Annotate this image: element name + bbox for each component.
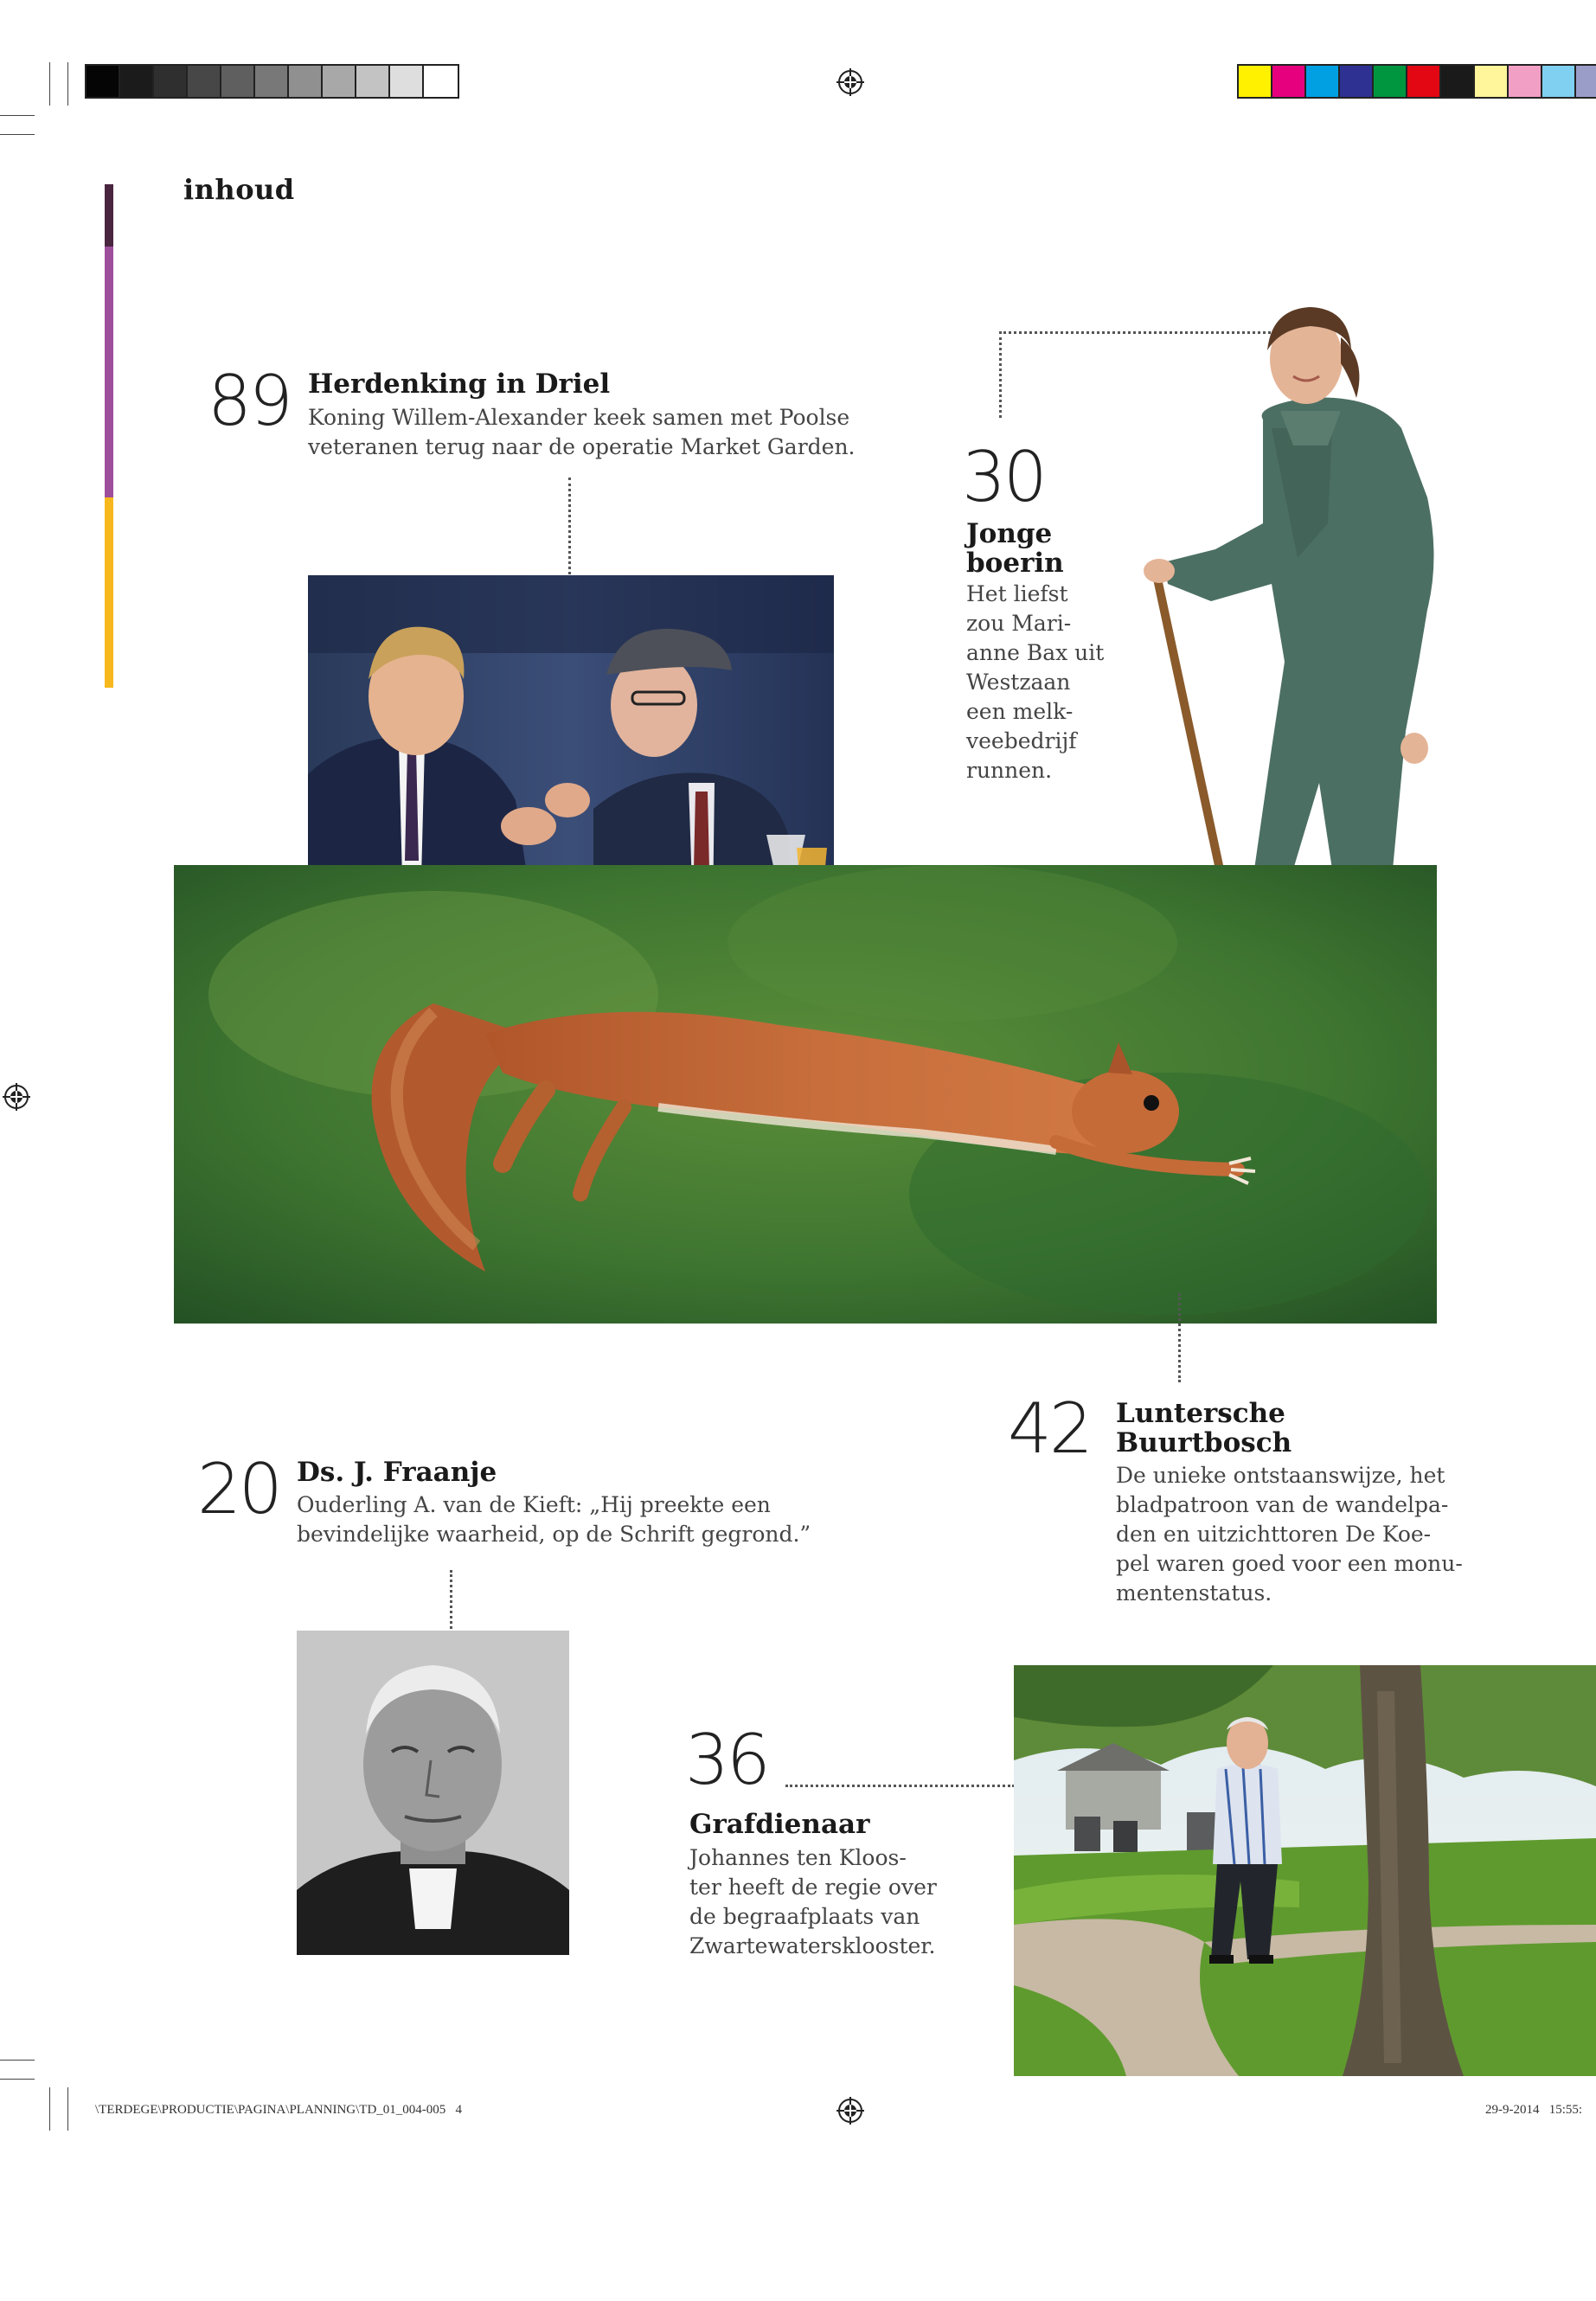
grayscale-swatch [154,66,188,97]
article-summary [308,403,856,462]
section-title: inhoud [183,173,295,206]
registration-mark-icon [836,68,864,96]
text-line: Johannes ten Kloos- [689,1845,907,1870]
text-line: ter heeft de regie over [689,1875,937,1900]
process-color-swatch [1576,66,1596,97]
dotted-connector [1178,1293,1181,1382]
text-line: bladpatroon van de wandelpa- [1116,1492,1449,1517]
text-line: pel waren goed voor een monu- [1116,1551,1463,1576]
title-line: Buurtbosch [1116,1427,1292,1458]
crop-mark [0,134,35,135]
text-line: den en uitzichttoren De Koe- [1116,1522,1432,1547]
text-line: zou Mari- [966,611,1072,636]
process-color-swatch [1441,66,1475,97]
text-line: de begraafplaats van [689,1904,920,1929]
grayscale-swatch [120,66,154,97]
article-number: 36 [685,1720,768,1800]
text-line: De unieke ontstaanswijze, het [1116,1463,1445,1488]
text-line: mentenstatus. [1116,1580,1272,1606]
text-line: anne Bax uit [966,640,1105,665]
title-line: boerin [966,548,1064,579]
crop-mark [67,2087,68,2131]
sidebar-color-bar-dark [105,184,113,247]
article-title [1116,1399,1292,1458]
process-color-swatch [1306,66,1340,97]
grayscale-swatch [356,66,390,97]
dotted-connector [785,1785,1015,1787]
article-summary [1116,1461,1463,1608]
title-line: Luntersche [1116,1398,1285,1429]
dotted-connector [999,331,1002,418]
process-color-swatch [1509,66,1542,97]
article-title: Ds. J. Fraanje [297,1457,497,1488]
text-line: Het liefst [966,581,1068,606]
sidebar-color-bar-yellow [105,497,113,688]
process-color-swatch [1272,66,1306,97]
grayscale-swatch [188,66,221,97]
grayscale-swatch [424,66,458,97]
text-line: bevindelijke waarheid, op de Schrift gegrond.” [297,1522,811,1547]
photo-red-squirrel [174,865,1437,1324]
article-title: Herdenking in Driel [308,369,611,400]
article-number: 30 [962,437,1045,517]
article-number: 42 [1008,1388,1091,1469]
grayscale-swatch [255,66,289,97]
article-title [966,519,1064,578]
photo-young-farmer [1133,298,1479,869]
article-summary [689,1843,937,1961]
article-summary [297,1490,811,1549]
process-color-bar [1237,64,1596,99]
crop-mark [49,62,50,106]
article-summary [966,580,1104,785]
text-line: veteranen terug naar de operatie Market Garden. [308,434,856,459]
text-line: Koning Willem-Alexander keek samen met Poolse [308,405,850,430]
photo-king-and-veteran [308,575,834,913]
photo-portrait-fraanje [297,1631,569,1955]
grayscale-swatch [390,66,424,97]
registration-mark-icon [3,1083,30,1111]
grayscale-swatch [87,66,120,97]
title-line: Jonge [966,518,1053,549]
text-line: veebedrijf [966,728,1077,753]
process-color-swatch [1340,66,1374,97]
process-color-swatch [1407,66,1441,97]
grayscale-swatch [323,66,356,97]
sidebar-color-bar-purple [105,247,113,497]
text-line: Ouderling A. van de Kieft: „Hij preekte een [297,1492,771,1517]
process-color-swatch [1542,66,1576,97]
process-color-swatch [1374,66,1407,97]
registration-mark-icon [836,2097,864,2125]
process-color-swatch [1475,66,1509,97]
grayscale-swatch [221,66,255,97]
process-color-swatch [1239,66,1272,97]
text-line: een melk- [966,699,1074,724]
crop-mark [0,2060,35,2061]
footer-timestamp: 29-9-2014 15:55: [1485,2103,1583,2117]
text-line: Zwartewatersklooster. [689,1933,936,1958]
photo-gravedigger-cemetery [1014,1665,1596,2076]
grayscale-swatch [289,66,323,97]
article-title: Grafdienaar [689,1809,870,1840]
crop-mark [49,2087,50,2131]
crop-mark [0,115,35,116]
article-number: 89 [208,361,291,441]
crop-mark [0,2079,35,2080]
crop-mark [67,62,68,106]
text-line: Westzaan [966,670,1071,695]
footer-file-path: \TERDEGE\PRODUCTIE\PAGINA\PLANNING\TD_01_004-005 4 [95,2103,463,2117]
grayscale-color-bar [85,64,459,99]
article-number: 20 [197,1449,280,1529]
text-line: runnen. [966,758,1053,783]
